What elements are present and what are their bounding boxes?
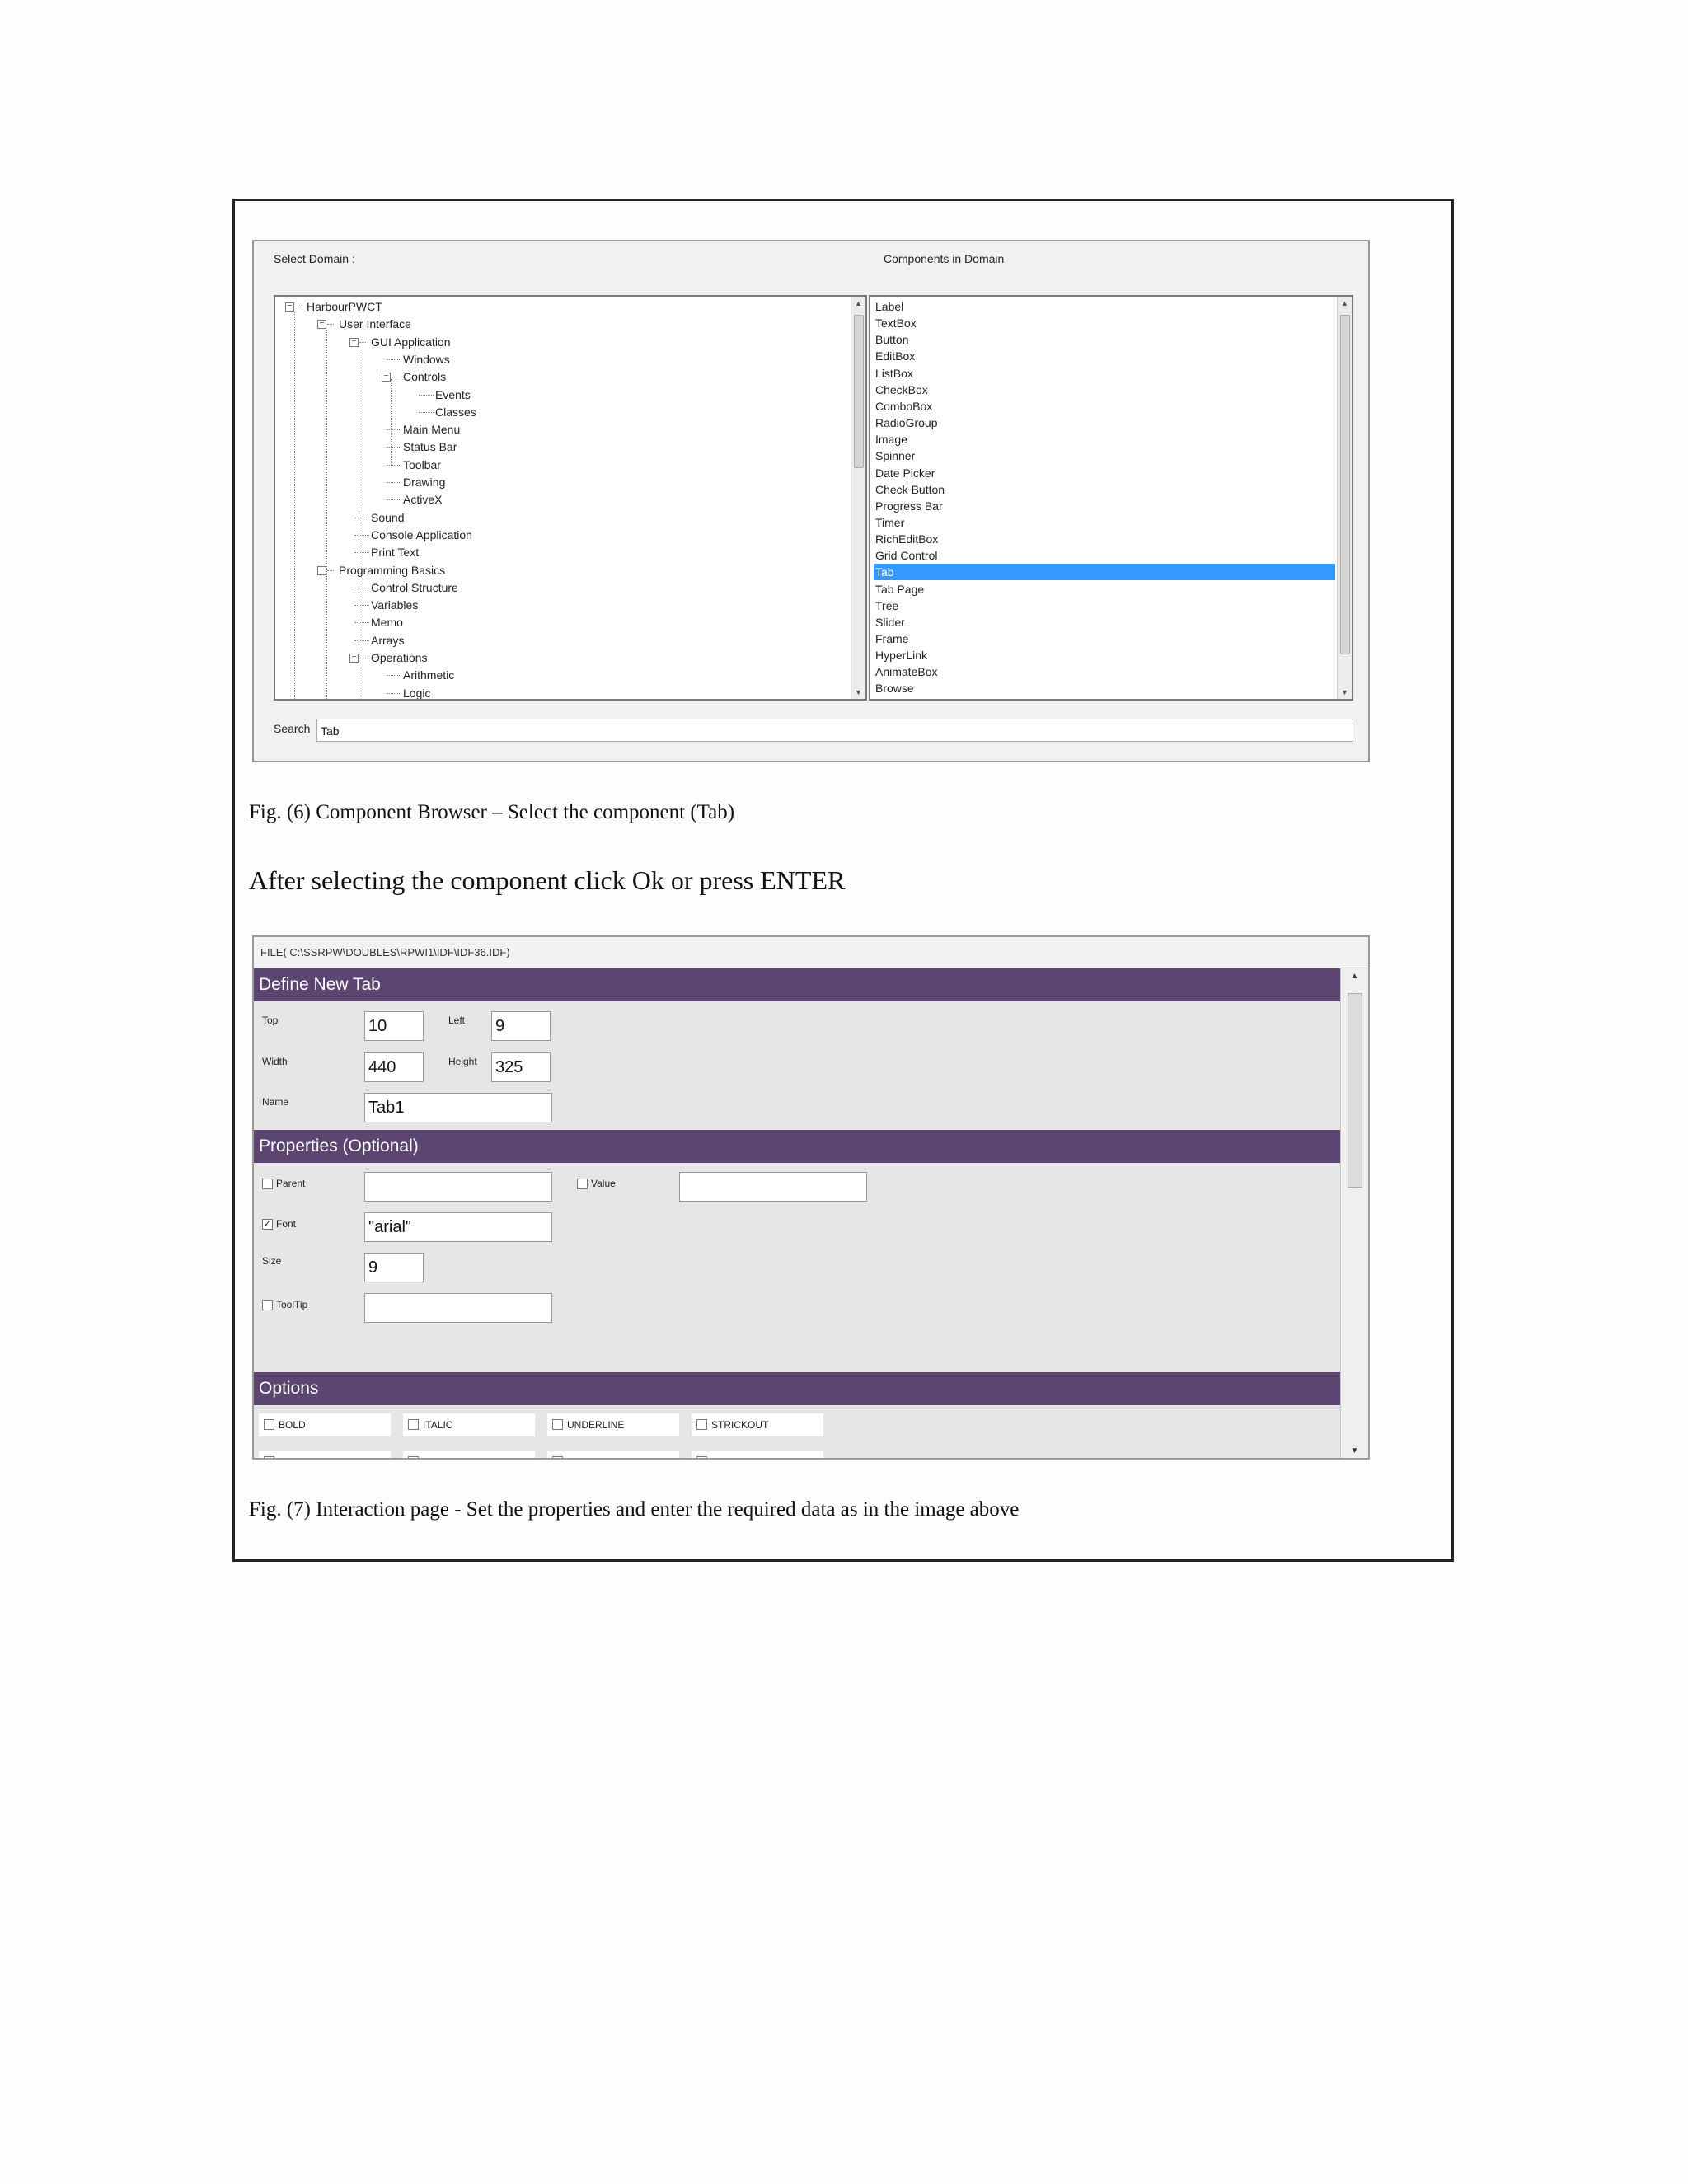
scroll-thumb[interactable] — [1348, 993, 1362, 1188]
component-item[interactable]: Date Picker — [875, 466, 935, 480]
scroll-down-icon[interactable]: ▼ — [1350, 1446, 1359, 1455]
search-label: Search — [274, 722, 311, 735]
section-define-new-tab: Define New Tab — [254, 968, 1340, 1001]
component-item[interactable]: Label — [875, 300, 904, 313]
tree-item-label: ActiveX — [403, 493, 443, 507]
tree-item-label: Classes — [435, 405, 476, 419]
tree-connector — [419, 395, 434, 396]
tree-item-label: GUI Application — [371, 335, 451, 349]
component-item[interactable]: EditBox — [875, 349, 916, 363]
tree-expander-icon[interactable]: − — [317, 320, 326, 329]
tree-item[interactable] — [371, 509, 404, 526]
tree-connector — [419, 412, 434, 413]
section-options: Options — [254, 1372, 1340, 1405]
tree-connector — [354, 640, 369, 641]
underline-label: UNDERLINE — [567, 1419, 625, 1431]
component-item[interactable]: Spinner — [875, 449, 916, 463]
partial-checkbox[interactable] — [264, 1456, 274, 1460]
scroll-up-icon[interactable]: ▲ — [855, 299, 862, 307]
partial-checkbox[interactable] — [408, 1456, 419, 1460]
tree-connector — [387, 499, 401, 500]
scroll-down-icon[interactable]: ▼ — [1341, 688, 1348, 696]
component-item[interactable]: ListBox — [875, 366, 913, 380]
tree-item[interactable] — [339, 562, 445, 579]
value-checkbox[interactable] — [577, 1179, 588, 1189]
tree-item[interactable] — [403, 457, 441, 473]
tree-item[interactable] — [435, 404, 476, 420]
scroll-down-icon[interactable]: ▼ — [855, 688, 862, 696]
option-row-partial — [403, 1451, 535, 1460]
italic-label: ITALIC — [423, 1419, 453, 1431]
tree-connector — [387, 429, 401, 430]
tree-item-label: Main Menu — [403, 423, 461, 437]
tree-item-label: Control Structure — [371, 580, 458, 594]
tree-item-label: Controls — [403, 370, 447, 384]
font-field[interactable]: "arial" — [364, 1212, 552, 1242]
value-label: Value — [591, 1178, 616, 1189]
component-item[interactable]: Button — [875, 333, 909, 347]
scroll-thumb[interactable] — [854, 315, 864, 468]
option-row-partial — [692, 1451, 823, 1460]
strickout-label: STRICKOUT — [711, 1419, 769, 1431]
interaction-page — [252, 935, 1370, 1460]
bold-label: BOLD — [279, 1419, 306, 1431]
tree-expander-icon[interactable]: − — [349, 654, 359, 663]
tree-item[interactable] — [339, 316, 411, 332]
tree-item[interactable] — [371, 544, 419, 560]
tree-item-label: Windows — [403, 352, 450, 366]
tree-connector — [359, 342, 366, 343]
tree-expander-icon[interactable]: − — [285, 302, 294, 312]
fig6-caption: Fig. (6) Component Browser – Select the component (Tab) — [249, 801, 735, 823]
tree-item[interactable] — [403, 421, 460, 438]
tree-connector — [387, 482, 401, 483]
tree-expander-icon[interactable]: − — [317, 566, 326, 575]
tree-connector — [354, 552, 369, 553]
bold-option[interactable] — [259, 1413, 391, 1436]
size-field[interactable]: 9 — [364, 1253, 424, 1282]
strickout-option[interactable] — [692, 1413, 823, 1436]
tree-item-label: Events — [435, 387, 471, 401]
tree-item[interactable] — [403, 491, 442, 508]
value-field[interactable] — [679, 1172, 867, 1202]
tree-item[interactable] — [403, 368, 446, 385]
fig7-caption: Fig. (7) Interaction page - Set the properties and enter the required data as in the image above — [249, 1498, 1020, 1521]
tree-item-label: Variables — [371, 598, 419, 612]
tree-expander-icon[interactable]: − — [382, 373, 391, 382]
left-label: Left — [448, 1015, 466, 1026]
top-label: Top — [262, 1015, 279, 1026]
component-item[interactable]: AnimateBox — [875, 665, 938, 679]
tree-item-label: Toolbar — [403, 457, 441, 471]
tree-item-label: Logic — [403, 686, 431, 700]
tree-item-label: Arithmetic — [403, 668, 455, 682]
tree-item[interactable] — [371, 614, 403, 630]
component-item[interactable]: Tree — [875, 598, 899, 612]
component-item[interactable]: Image — [875, 433, 907, 447]
tree-connector — [327, 570, 334, 571]
tree-connector — [354, 622, 369, 623]
tree-item[interactable] — [435, 387, 471, 403]
name-field[interactable]: Tab1 — [364, 1093, 552, 1122]
scroll-thumb[interactable] — [1340, 315, 1350, 654]
top-field[interactable]: 10 — [364, 1011, 424, 1041]
components-list[interactable] — [869, 295, 1353, 701]
component-item[interactable]: CheckBox — [875, 382, 928, 396]
tree-item-label: Programming Basics — [339, 563, 446, 577]
tree-connector — [354, 605, 369, 606]
underline-checkbox[interactable] — [552, 1419, 563, 1430]
tree-item[interactable] — [371, 632, 404, 649]
tree-scrollbar[interactable] — [851, 297, 865, 699]
domain-tree[interactable] — [274, 295, 867, 701]
tree-item[interactable] — [403, 438, 457, 455]
parent-field[interactable] — [364, 1172, 552, 1202]
parent-checkbox[interactable] — [262, 1179, 273, 1189]
bold-checkbox[interactable] — [264, 1419, 274, 1430]
strickout-checkbox[interactable] — [696, 1419, 707, 1430]
underline-option[interactable] — [547, 1413, 679, 1436]
section-properties: Properties (Optional) — [254, 1130, 1340, 1163]
tree-item[interactable] — [371, 579, 458, 596]
scroll-up-icon[interactable]: ▲ — [1341, 299, 1348, 307]
tree-item[interactable] — [403, 474, 445, 490]
partial-checkbox[interactable] — [696, 1456, 707, 1460]
tree-item-label: Print Text — [371, 546, 420, 560]
tree-guide-line — [294, 312, 295, 701]
tree-connector — [387, 675, 401, 676]
tree-item[interactable] — [371, 334, 451, 350]
tree-guide-line — [391, 379, 392, 465]
scroll-up-icon[interactable]: ▲ — [1350, 972, 1359, 981]
tree-item[interactable] — [403, 351, 450, 368]
file-path-bar: FILE( C:\SSRPW\DOUBLES\RPWI1\IDF\IDF36.IDF) — [254, 937, 1368, 968]
tree-item-label: Status Bar — [403, 440, 457, 454]
tree-item[interactable] — [403, 667, 454, 683]
search-row — [274, 719, 1353, 743]
instruction-text: After selecting the component click Ok or press ENTER — [249, 865, 846, 895]
tooltip-checkbox[interactable] — [262, 1300, 273, 1310]
tree-item-label: User Interface — [339, 317, 411, 331]
search-input[interactable]: Tab — [316, 719, 1353, 742]
page-scrollbar[interactable] — [1340, 968, 1368, 1460]
height-field[interactable]: 325 — [491, 1052, 551, 1082]
tree-connector — [387, 693, 401, 694]
font-checkbox[interactable]: ✓ — [263, 1219, 272, 1229]
component-item[interactable]: ComboBox — [875, 399, 933, 413]
component-item[interactable]: Frame — [875, 632, 909, 645]
tree-item-label: Console Application — [371, 527, 472, 541]
tree-item[interactable] — [371, 527, 472, 543]
tree-connector — [387, 447, 401, 448]
tree-item[interactable] — [371, 649, 427, 666]
component-item[interactable]: Timer — [875, 515, 905, 529]
component-item[interactable]: Browse — [875, 682, 914, 696]
width-field[interactable]: 440 — [364, 1052, 424, 1082]
option-row-partial — [547, 1451, 679, 1460]
option-row-partial — [259, 1451, 391, 1460]
component-item[interactable]: TextBox — [875, 316, 917, 330]
size-label: Size — [262, 1255, 282, 1267]
component-item[interactable]: HyperLink — [875, 649, 928, 663]
tree-connector — [387, 465, 401, 466]
tree-expander-icon[interactable]: − — [349, 338, 359, 347]
height-label: Height — [448, 1056, 477, 1067]
left-field[interactable]: 9 — [491, 1011, 551, 1041]
font-label: Font — [276, 1218, 297, 1230]
tree-item[interactable] — [403, 685, 430, 701]
tree-item[interactable] — [371, 597, 418, 613]
component-item[interactable]: Tab — [874, 564, 1335, 580]
form-content — [254, 968, 1340, 1460]
tree-item-label: Sound — [371, 510, 405, 524]
tree-item-label: HarbourPWCT — [307, 300, 382, 313]
tree-item-label: Arrays — [371, 633, 405, 647]
tree-item-label: Operations — [371, 651, 428, 664]
tree-guide-line — [326, 330, 327, 701]
select-domain-label: Select Domain : — [274, 252, 355, 265]
component-item[interactable]: Tab Page — [875, 582, 925, 596]
width-label: Width — [262, 1056, 288, 1067]
component-item[interactable]: RichEditBox — [875, 532, 939, 546]
italic-option[interactable] — [403, 1413, 535, 1436]
name-label: Name — [262, 1096, 289, 1108]
tree-item[interactable] — [307, 298, 382, 315]
tooltip-label: ToolTip — [276, 1299, 308, 1310]
component-item[interactable]: Grid Control — [875, 549, 938, 563]
component-item[interactable]: Check Button — [875, 482, 945, 496]
tooltip-field[interactable] — [364, 1293, 552, 1323]
tree-connector — [354, 535, 369, 536]
tree-connector — [387, 359, 401, 360]
components-scrollbar[interactable] — [1337, 297, 1352, 699]
component-item[interactable]: Progress Bar — [875, 499, 943, 513]
tree-item-label: Memo — [371, 616, 403, 630]
component-item[interactable]: RadioGroup — [875, 416, 938, 430]
parent-label: Parent — [276, 1178, 306, 1189]
tree-connector — [327, 324, 334, 325]
tree-item-label: Drawing — [403, 476, 446, 489]
component-item[interactable]: Slider — [875, 615, 905, 629]
components-in-domain-label: Components in Domain — [884, 252, 1005, 265]
italic-checkbox[interactable] — [408, 1419, 419, 1430]
partial-checkbox[interactable] — [552, 1456, 563, 1460]
component-browser — [252, 240, 1370, 762]
